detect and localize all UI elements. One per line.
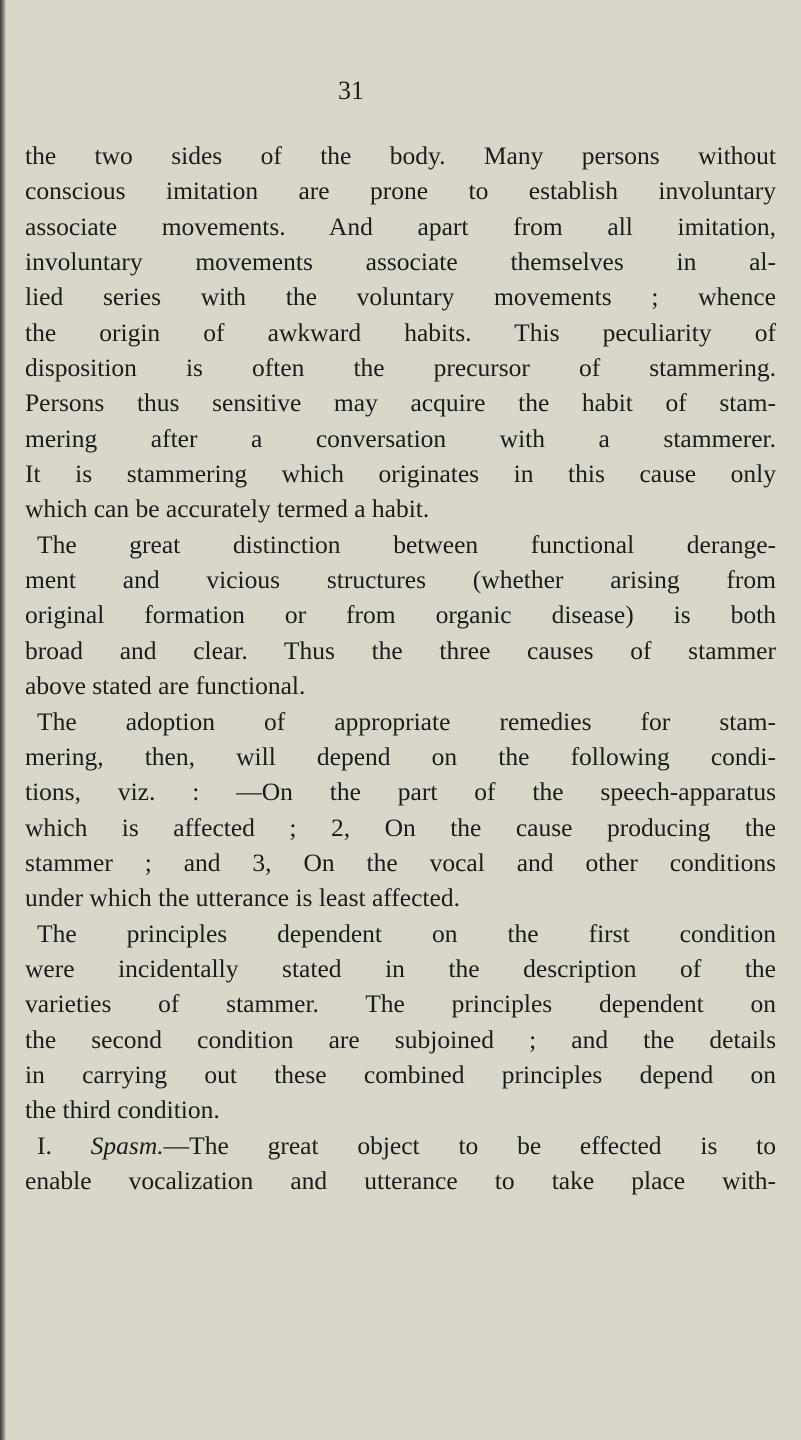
text-line: It is stammering which originates in this cause only xyxy=(25,459,776,489)
text-line: the third condition. xyxy=(25,1095,220,1125)
line-text: The great object to be effected is to xyxy=(189,1130,776,1160)
text-line: associate movements. And apart from all imitation, xyxy=(25,211,776,241)
text-line: the two sides of the body. Many persons without xyxy=(25,141,776,170)
text-line: which can be accurately termed a habit. xyxy=(25,494,430,524)
text-line: above stated are functional. xyxy=(25,671,306,701)
text-line: original formation or from organic disease) is both xyxy=(25,600,776,630)
text-line: The great distinction between functional derange- xyxy=(37,529,776,559)
text-line: mering, then, will depend on the following condi- xyxy=(25,741,776,771)
text-line: Persons thus sensitive may acquire the habit of stam- xyxy=(25,388,776,418)
text-line: broad and clear. Thus the three causes of stammer xyxy=(25,635,776,665)
text-line: were incidentally stated in the description of the xyxy=(25,953,776,983)
text-line: involuntary movements associate themselves in al- xyxy=(25,247,776,277)
dash: — xyxy=(163,1130,190,1160)
section-heading: Spasm. xyxy=(90,1130,164,1160)
body-text xyxy=(25,138,776,1198)
text-line: enable vocalization and utterance to take place with- xyxy=(25,1165,776,1195)
page-number: 31 xyxy=(338,76,364,105)
text-line: disposition is often the precursor of stammering. xyxy=(25,353,776,383)
text-line: under which the utterance is least affected. xyxy=(25,883,460,913)
text-line xyxy=(25,1128,776,1163)
text-line: the origin of awkward habits. This peculiarity of xyxy=(25,317,776,347)
text-line: The principles dependent on the first condition xyxy=(37,918,776,948)
text-line: ment and vicious structures (whether arising from xyxy=(25,565,776,595)
page-edge-shadow xyxy=(0,0,6,1440)
text-line: which is affected ; 2, On the cause producing the xyxy=(25,812,776,842)
section-number: I. xyxy=(37,1130,91,1160)
text-line: mering after a conversation with a stammerer. xyxy=(25,423,776,453)
text-line: stammer ; and 3, On the vocal and other conditions xyxy=(25,847,776,877)
text-line: lied series with the voluntary movements ; whence xyxy=(25,282,776,312)
text-line: the second condition are subjoined ; and the details xyxy=(25,1024,776,1054)
text-line: The adoption of appropriate remedies for stam- xyxy=(37,706,776,736)
text-line: in carrying out these combined principles depend on xyxy=(25,1059,776,1089)
text-line: varieties of stammer. The principles dependent on xyxy=(25,989,776,1019)
text-line: conscious imitation are prone to establish involuntary xyxy=(25,176,776,206)
text-line: tions, viz. : —On the part of the speech-apparatus xyxy=(25,777,776,807)
